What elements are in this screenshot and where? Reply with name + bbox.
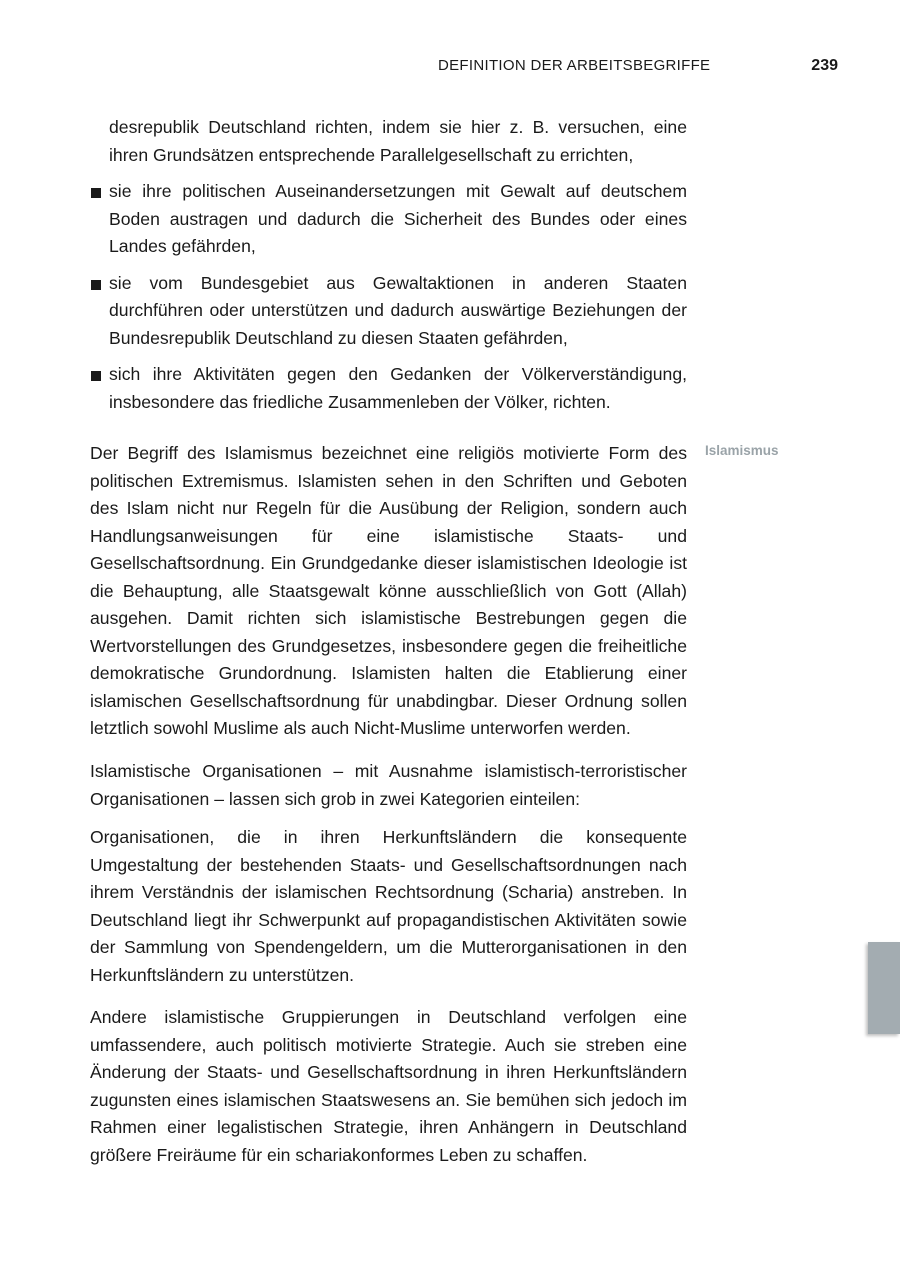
bullet-continuation	[90, 114, 687, 169]
list-item-text: sie vom Bundesgebiet aus Gewaltaktionen in anderen Staaten durchführen oder unterstützen und dadurch auswärtige Beziehungen der Bundesrepublik Deutschland zu diesen Staaten gefährden,	[109, 272, 687, 348]
bullet-continuation-text: desrepublik Deutschland richten, indem sie hier z. B. versuchen, eine ihren Grundsätzen entsprechende Parallelgesellschaft zu errichten,	[109, 117, 687, 165]
bullet-square-icon	[90, 270, 109, 353]
paragraph-text: Islamistische Organisationen – mit Ausnahme islamistisch-terroristischer Organisationen – lassen sich grob in zwei Kategorien einteilen:	[90, 761, 687, 809]
bullet-square-icon	[90, 361, 109, 416]
paragraph-islamismus-definition	[90, 440, 687, 743]
list-item	[90, 270, 687, 353]
list-item-text: sich ihre Aktivitäten gegen den Gedanken der Völkerverständigung, insbesondere das friedliche Zusammenleben der Völker, richten.	[109, 364, 687, 412]
list-item-text: sie ihre politischen Auseinandersetzungen mit Gewalt auf deutschem Boden austragen und dadurch die Sicherheit des Bundes oder eines Landes gefährden,	[109, 181, 687, 256]
paragraph-text: Andere islamistische Gruppierungen in Deutschland verfolgen eine umfassendere, auch politisch motivierte Strategie. Auch sie streben eine Änderung der Staats- und Gesellschaftsordnung in ihren Herkunftsländern zugunsten eines islamischen Staatswesens an. Sie bemühen sich jedoch im Rahmen einer legalistischen Strategie, ihren Anhängern in Deutschland größere Freiräume für ein schariakonformes Leben zu schaffen.	[90, 1007, 687, 1165]
bullet-list	[90, 114, 687, 425]
running-title: DEFINITION DER ARBEITSBEGRIFFE	[438, 57, 711, 74]
paragraph-category-one	[90, 824, 687, 989]
margin-note: Islamismus	[705, 443, 779, 458]
list-item	[90, 178, 687, 261]
page-number: 239	[811, 57, 838, 74]
list-item	[90, 361, 687, 416]
paragraph-text: Der Begriff des Islamismus bezeichnet eine religiös motivierte Form des politischen Extremismus. Islamisten sehen in den Schriften und Geboten des Islam nicht nur Regeln für die Ausübung der Religion, sondern auch Handlungsanweisungen für eine islamistische Staats- und Gesellschaftsordnung. Ein Grundgedanke dieser islamistischen Ideologie ist die Behauptung, alle Staatsgewalt könne ausschließlich von Gott (Allah) ausgehen. Damit richten sich islamistische Bestrebungen gegen die Wertvorstellungen des Grundgesetzes, insbesondere gegen die freiheitliche demokratische Grundordnung. Islamisten halten die Etablierung einer islamischen Gesellschaftsordnung für unabdingbar. Dieser Ordnung sollen letztlich sowohl Muslime als auch Nicht-Muslime unterworfen werden.	[90, 443, 687, 738]
paragraph-category-two	[90, 1004, 687, 1169]
page-header	[380, 57, 838, 75]
bullet-square-icon	[90, 178, 109, 261]
paragraph-categories-intro	[90, 758, 687, 813]
paragraph-text: Organisationen, die in ihren Herkunftsländern die konsequente Umgestaltung der bestehenden Staats- und Gesellschaftsordnungen nach ihrem Verständnis der islamischen Rechtsordnung (Scharia) anstreben. In Deutschland liegt ihr Schwerpunkt auf propagandistischen Aktivitäten sowie der Sammlung von Spendengeldern, um die Mutterorganisationen in den Herkunftsländern zu unterstützen.	[90, 827, 687, 985]
chapter-thumb-tab	[868, 942, 900, 1034]
